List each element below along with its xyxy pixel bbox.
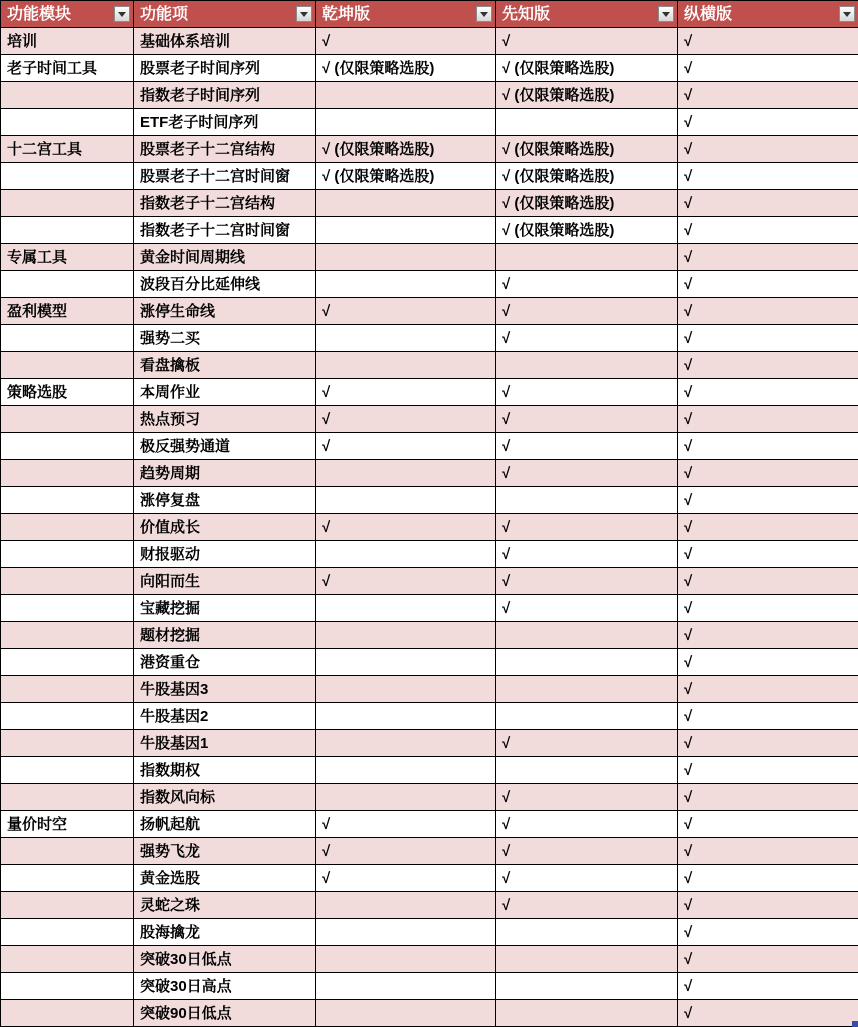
module-cell[interactable] [1,514,134,541]
table-row [1,406,858,433]
module-cell[interactable] [1,217,134,244]
xianzhi-cell[interactable]: √ (仅限策略选股) [496,217,678,244]
module-cell[interactable] [1,892,134,919]
zongheng-cell[interactable]: √ [678,1000,858,1027]
qiankun-cell[interactable]: √ [316,838,496,865]
filter-button-module[interactable] [114,6,130,22]
module-cell[interactable] [1,1000,134,1027]
header-cell-xianzhi[interactable] [496,1,678,28]
module-cell[interactable] [1,109,134,136]
module-cell[interactable] [1,676,134,703]
qiankun-cell[interactable] [316,973,496,1000]
table-row [1,379,858,406]
table-row [1,325,858,352]
xianzhi-cell[interactable]: √ [496,298,678,325]
xianzhi-cell[interactable] [496,1000,678,1027]
item-cell[interactable]: 灵蛇之珠 [134,892,316,919]
zongheng-cell[interactable]: √ [678,82,858,109]
module-cell[interactable] [1,838,134,865]
qiankun-cell[interactable] [316,919,496,946]
item-cell[interactable]: 股海擒龙 [134,919,316,946]
table-row [1,136,858,163]
qiankun-cell[interactable]: √ [316,433,496,460]
header-cell-qiankun[interactable] [316,1,496,28]
zongheng-cell[interactable]: √ [678,28,858,55]
table-body [1,28,858,1027]
item-cell[interactable]: 指数老子时间序列 [134,82,316,109]
xianzhi-cell[interactable]: √ [496,865,678,892]
xianzhi-cell[interactable] [496,919,678,946]
xianzhi-cell[interactable]: √ [496,379,678,406]
qiankun-cell[interactable]: √ [316,865,496,892]
qiankun-cell[interactable] [316,244,496,271]
xianzhi-cell[interactable]: √ [496,28,678,55]
module-cell[interactable] [1,163,134,190]
xianzhi-cell[interactable]: √ (仅限策略选股) [496,82,678,109]
header-row [1,1,858,28]
table-row [1,190,858,217]
table-row [1,460,858,487]
xianzhi-cell[interactable]: √ [496,325,678,352]
zongheng-cell[interactable]: √ [678,865,858,892]
filter-button-item[interactable] [296,6,312,22]
table-row [1,919,858,946]
module-cell[interactable] [1,595,134,622]
table-row [1,352,858,379]
zongheng-cell[interactable]: √ [678,433,858,460]
item-cell[interactable]: 强势二买 [134,325,316,352]
qiankun-cell[interactable]: √ (仅限策略选股) [316,163,496,190]
item-cell[interactable]: 宝藏挖掘 [134,595,316,622]
table-row [1,838,858,865]
table-row [1,865,858,892]
zongheng-cell[interactable]: √ [678,892,858,919]
xianzhi-cell[interactable]: √ [496,460,678,487]
zongheng-cell[interactable]: √ [678,406,858,433]
item-cell[interactable]: 指数老子十二宫时间窗 [134,217,316,244]
item-cell[interactable]: 黄金选股 [134,865,316,892]
zongheng-cell[interactable]: √ [678,55,858,82]
header-cell-item[interactable] [134,1,316,28]
table-row [1,568,858,595]
qiankun-cell[interactable] [316,730,496,757]
xianzhi-cell[interactable]: √ [496,595,678,622]
module-cell[interactable]: 老子时间工具 [1,55,134,82]
table-row [1,514,858,541]
module-cell[interactable]: 策略选股 [1,379,134,406]
item-cell[interactable]: 指数风向标 [134,784,316,811]
qiankun-cell[interactable] [316,757,496,784]
item-cell[interactable]: 牛股基因1 [134,730,316,757]
zongheng-cell[interactable]: √ [678,109,858,136]
module-cell[interactable] [1,82,134,109]
module-cell[interactable] [1,325,134,352]
table-row [1,487,858,514]
table-row [1,892,858,919]
zongheng-cell[interactable]: √ [678,460,858,487]
xianzhi-cell[interactable]: √ (仅限策略选股) [496,55,678,82]
zongheng-cell[interactable]: √ [678,730,858,757]
table-row [1,55,858,82]
header-label-zongheng: 纵横版 [684,5,733,23]
item-cell[interactable]: 强势飞龙 [134,838,316,865]
selection-corner-marker [852,1021,858,1027]
item-cell[interactable]: 黄金时间周期线 [134,244,316,271]
zongheng-cell[interactable]: √ [678,217,858,244]
qiankun-cell[interactable]: √ [316,568,496,595]
qiankun-cell[interactable]: √ (仅限策略选股) [316,55,496,82]
module-cell[interactable]: 培训 [1,28,134,55]
zongheng-cell[interactable]: √ [678,703,858,730]
zongheng-cell[interactable]: √ [678,298,858,325]
qiankun-cell[interactable]: √ [316,379,496,406]
xianzhi-cell[interactable]: √ [496,892,678,919]
xianzhi-cell[interactable]: √ (仅限策略选股) [496,136,678,163]
table-row [1,163,858,190]
zongheng-cell[interactable]: √ [678,514,858,541]
item-cell[interactable]: 牛股基因3 [134,676,316,703]
zongheng-cell[interactable]: √ [678,595,858,622]
filter-button-zongheng[interactable] [839,6,855,22]
module-cell[interactable] [1,352,134,379]
qiankun-cell[interactable]: √ [316,514,496,541]
zongheng-cell[interactable]: √ [678,190,858,217]
item-cell[interactable]: 股票老子十二宫结构 [134,136,316,163]
qiankun-cell[interactable] [316,109,496,136]
zongheng-cell[interactable]: √ [678,946,858,973]
chevron-down-icon [662,12,670,17]
module-cell[interactable] [1,433,134,460]
table-row [1,298,858,325]
xianzhi-cell[interactable]: √ (仅限策略选股) [496,190,678,217]
table-row [1,217,858,244]
qiankun-cell[interactable] [316,82,496,109]
header-label-qiankun: 乾坤版 [322,5,371,23]
qiankun-cell[interactable]: √ [316,298,496,325]
xianzhi-cell[interactable]: √ [496,406,678,433]
qiankun-cell[interactable] [316,892,496,919]
xianzhi-cell[interactable] [496,109,678,136]
module-cell[interactable] [1,784,134,811]
item-cell[interactable]: 港资重仓 [134,649,316,676]
qiankun-cell[interactable]: √ [316,811,496,838]
item-cell[interactable]: 波段百分比延伸线 [134,271,316,298]
module-cell[interactable]: 专属工具 [1,244,134,271]
qiankun-cell[interactable] [316,676,496,703]
xianzhi-cell[interactable] [496,244,678,271]
qiankun-cell[interactable] [316,190,496,217]
table-row [1,622,858,649]
item-cell[interactable]: 突破30日高点 [134,973,316,1000]
chevron-down-icon [480,12,488,17]
item-cell[interactable]: 股票老子时间序列 [134,55,316,82]
header-cell-module[interactable] [1,1,134,28]
xianzhi-cell[interactable]: √ [496,811,678,838]
qiankun-cell[interactable] [316,649,496,676]
zongheng-cell[interactable]: √ [678,649,858,676]
qiankun-cell[interactable] [316,595,496,622]
module-cell[interactable] [1,649,134,676]
zongheng-cell[interactable]: √ [678,838,858,865]
xianzhi-cell[interactable] [496,973,678,1000]
qiankun-cell[interactable] [316,703,496,730]
module-cell[interactable] [1,568,134,595]
qiankun-cell[interactable] [316,1000,496,1027]
qiankun-cell[interactable] [316,622,496,649]
module-cell[interactable]: 盈利模型 [1,298,134,325]
item-cell[interactable]: 基础体系培训 [134,28,316,55]
item-cell[interactable]: 突破90日低点 [134,1000,316,1027]
item-cell[interactable]: 题材挖掘 [134,622,316,649]
header-label-item: 功能项 [140,5,189,23]
table-header [1,1,858,28]
xianzhi-cell[interactable] [496,622,678,649]
item-cell[interactable]: 涨停复盘 [134,487,316,514]
item-cell[interactable]: 股票老子十二宫时间窗 [134,163,316,190]
item-cell[interactable]: 扬帆起航 [134,811,316,838]
item-cell[interactable]: 看盘擒板 [134,352,316,379]
filter-button-xianzhi[interactable] [658,6,674,22]
xianzhi-cell[interactable]: √ [496,838,678,865]
table-row [1,811,858,838]
item-cell[interactable]: 牛股基因2 [134,703,316,730]
qiankun-cell[interactable] [316,460,496,487]
module-cell[interactable] [1,271,134,298]
table-row [1,946,858,973]
qiankun-cell[interactable]: √ [316,406,496,433]
table-row [1,730,858,757]
qiankun-cell[interactable] [316,217,496,244]
module-cell[interactable] [1,730,134,757]
module-cell[interactable] [1,460,134,487]
zongheng-cell[interactable]: √ [678,487,858,514]
module-cell[interactable] [1,622,134,649]
zongheng-cell[interactable]: √ [678,163,858,190]
module-cell[interactable]: 十二宫工具 [1,136,134,163]
module-cell[interactable] [1,703,134,730]
zongheng-cell[interactable]: √ [678,811,858,838]
xianzhi-cell[interactable] [496,946,678,973]
zongheng-cell[interactable]: √ [678,379,858,406]
qiankun-cell[interactable] [316,784,496,811]
xianzhi-cell[interactable]: √ [496,541,678,568]
module-cell[interactable] [1,946,134,973]
zongheng-cell[interactable]: √ [678,973,858,1000]
item-cell[interactable]: 极反强势通道 [134,433,316,460]
qiankun-cell[interactable]: √ [316,28,496,55]
zongheng-cell[interactable]: √ [678,244,858,271]
header-label-xianzhi: 先知版 [502,5,551,23]
item-cell[interactable]: 涨停生命线 [134,298,316,325]
zongheng-cell[interactable]: √ [678,784,858,811]
zongheng-cell[interactable]: √ [678,676,858,703]
xianzhi-cell[interactable]: √ (仅限策略选股) [496,163,678,190]
qiankun-cell[interactable] [316,541,496,568]
xianzhi-cell[interactable] [496,703,678,730]
zongheng-cell[interactable]: √ [678,271,858,298]
module-cell[interactable] [1,406,134,433]
zongheng-cell[interactable]: √ [678,325,858,352]
item-cell[interactable]: 本周作业 [134,379,316,406]
item-cell[interactable]: 突破30日低点 [134,946,316,973]
table-row [1,28,858,55]
table-row [1,1000,858,1027]
module-cell[interactable]: 量价时空 [1,811,134,838]
xianzhi-cell[interactable] [496,487,678,514]
item-cell[interactable]: 指数期权 [134,757,316,784]
table-row [1,757,858,784]
module-cell[interactable] [1,757,134,784]
zongheng-cell[interactable]: √ [678,757,858,784]
xianzhi-cell[interactable] [496,352,678,379]
xianzhi-cell[interactable]: √ [496,730,678,757]
chevron-down-icon [843,12,851,17]
qiankun-cell[interactable] [316,946,496,973]
table-row [1,541,858,568]
table-row [1,82,858,109]
xianzhi-cell[interactable] [496,676,678,703]
table-row [1,973,858,1000]
xianzhi-cell[interactable]: √ [496,568,678,595]
header-cell-zongheng[interactable] [678,1,858,28]
table-row [1,109,858,136]
item-cell[interactable]: 财报驱动 [134,541,316,568]
table-row [1,784,858,811]
item-cell[interactable]: 指数老子十二宫结构 [134,190,316,217]
module-cell[interactable] [1,919,134,946]
item-cell[interactable]: 热点预习 [134,406,316,433]
table-row [1,433,858,460]
item-cell[interactable]: 趋势周期 [134,460,316,487]
header-label-module: 功能模块 [7,5,72,23]
chevron-down-icon [118,12,126,17]
zongheng-cell[interactable]: √ [678,352,858,379]
zongheng-cell[interactable]: √ [678,622,858,649]
qiankun-cell[interactable] [316,487,496,514]
module-cell[interactable] [1,865,134,892]
qiankun-cell[interactable] [316,325,496,352]
xianzhi-cell[interactable] [496,649,678,676]
table-row [1,595,858,622]
table-row [1,703,858,730]
qiankun-cell[interactable] [316,352,496,379]
zongheng-cell[interactable]: √ [678,136,858,163]
item-cell[interactable]: 向阳而生 [134,568,316,595]
module-cell[interactable] [1,190,134,217]
xianzhi-cell[interactable]: √ [496,271,678,298]
filter-button-qiankun[interactable] [476,6,492,22]
zongheng-cell[interactable]: √ [678,568,858,595]
xianzhi-cell[interactable]: √ [496,433,678,460]
qiankun-cell[interactable] [316,271,496,298]
item-cell[interactable]: ETF老子时间序列 [134,109,316,136]
zongheng-cell[interactable]: √ [678,541,858,568]
chevron-down-icon [300,12,308,17]
module-cell[interactable] [1,487,134,514]
table-row [1,244,858,271]
table-row [1,676,858,703]
xianzhi-cell[interactable]: √ [496,514,678,541]
qiankun-cell[interactable]: √ (仅限策略选股) [316,136,496,163]
module-cell[interactable] [1,541,134,568]
xianzhi-cell[interactable]: √ [496,784,678,811]
table-row [1,271,858,298]
item-cell[interactable]: 价值成长 [134,514,316,541]
table-row [1,649,858,676]
zongheng-cell[interactable]: √ [678,919,858,946]
module-cell[interactable] [1,973,134,1000]
xianzhi-cell[interactable] [496,757,678,784]
